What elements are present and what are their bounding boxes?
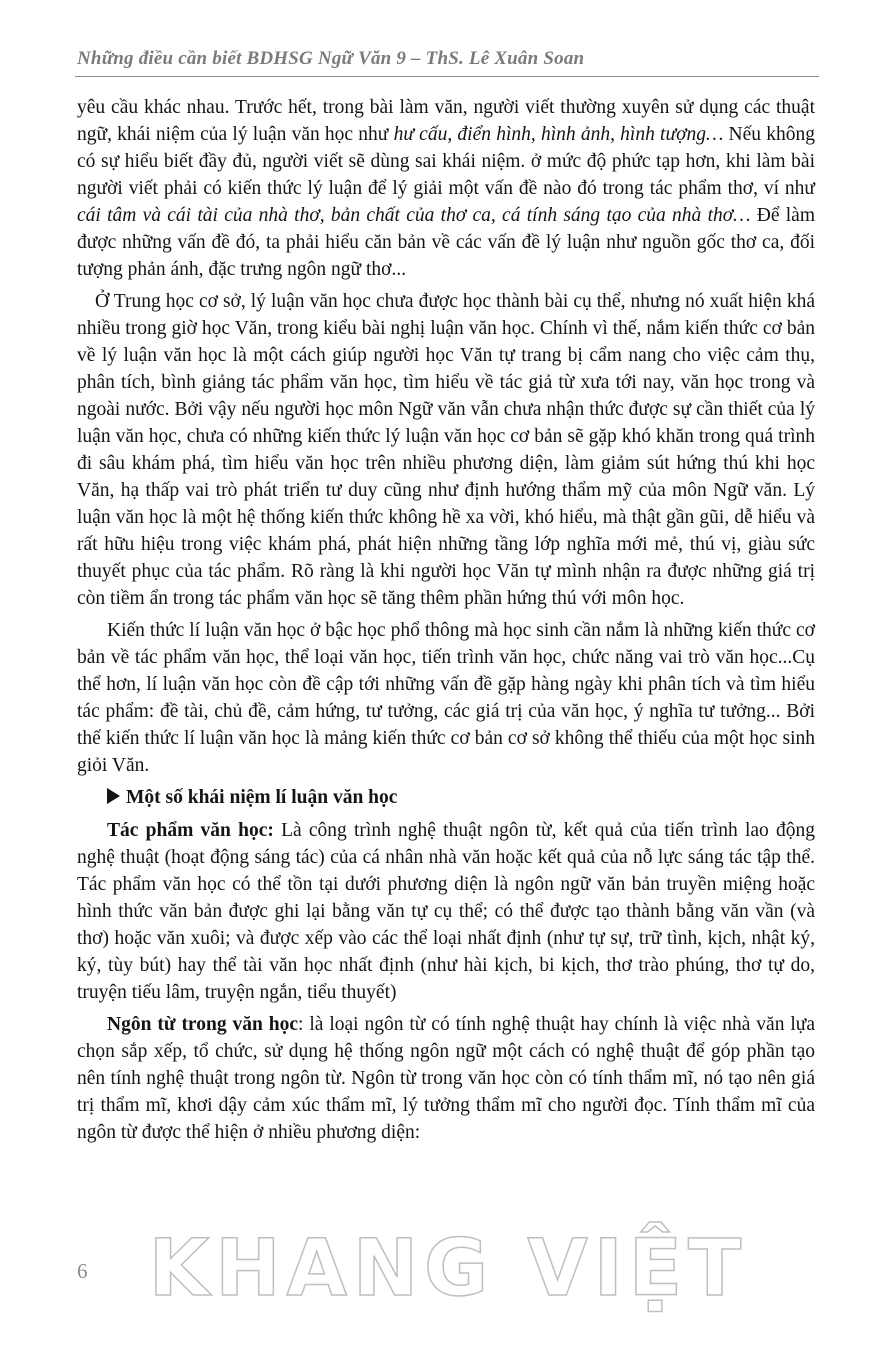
paragraph-1-text-b: Nếu không có sự hiểu biết đầy đủ, người viết sẽ dùng sai khái niệm. ở mức độ phức tạp hơn, khi làm bài người viết phải có kiến thức lý luận để lý giải một vấn đề nào đó trong tác phẩm thơ, ví như xyxy=(77,124,815,199)
paragraph-4-text: Là công trình nghệ thuật ngôn từ, kết quả của tiến trình lao động nghệ thuật (hoạt động sáng tác) của cá nhân nhà văn hoặc kết quả của nỗ lực sáng tác tập thể. Tác phẩm văn học có thể tồn tại dưới phương diện là ngôn ngữ văn bản truyền miệng hoặc hình thức văn bản được ghi lại bằng văn tự cụ thể; có thể được tạo thành bằng văn vần (và thơ) hoặc văn xuôi; và được xếp vào các thể loại nhất định (như tự sự, trữ tình, kịch, nhật ký, ký, tùy bút) hay thể tài văn học nhất định (như hài kịch, bi kịch, thơ trào phúng, thơ tự do, truyện tiếu lâm, truyện ngắn, tiểu thuyết) xyxy=(77,820,815,1003)
section-heading xyxy=(107,784,815,811)
term-literary-work: Tác phẩm văn học: xyxy=(107,820,274,841)
page-body xyxy=(77,94,815,1151)
paragraph-1-text-a: yêu cầu khác nhau. Trước hết, trong bài làm văn, người viết thường xuyên sử dụng các thuật ngữ, khái niệm của lý luận văn học như xyxy=(77,97,815,145)
header-divider xyxy=(75,76,819,77)
paragraph-2: Ở Trung học cơ sở, lý luận văn học chưa được học thành bài cụ thể, nhưng nó xuất hiện khá nhiều trong giờ học Văn, trong kiểu bài nghị luận văn học. Chính vì thế, nắm kiến thức cơ bản về lý luận văn học là một cách giúp người học Văn tự trang bị cẩm nang cho việc cảm thụ, phân tích, bình giảng tác phẩm văn học, tìm hiểu về tác giả từ xưa tới nay, văn học trong và ngoài nước. Bởi vậy nếu người học môn Ngữ văn vẫn chưa nhận thức được sự cần thiết của lý luận văn học, chưa có những kiến thức lý luận văn học cơ bản sẽ gặp khó khăn trong quá trình đi sâu khám phá, tìm hiểu văn học trên nhiều phương diện, làm giảm sút hứng thú khi học Văn, hạ thấp vai trò phát triển tư duy cũng như định hướng thẩm mỹ của môn Ngữ văn. Lý luận văn học là một hệ thống kiến thức không hề xa vời, khó hiểu, mà thật gần gũi, dễ hiểu và rất hữu hiệu trong việc khám phá, phát hiện những tầng lớp nghĩa mới mẻ, thú vị, giàu sức thuyết phục của tác phẩm. Rõ ràng là khi người học Văn tự mình nhận ra được những giá trị còn tiềm ẩn trong tác phẩm văn học sẽ tăng thêm phần hứng thú với môn học. xyxy=(77,291,815,609)
paragraph-3: Kiến thức lí luận văn học ở bậc học phổ thông mà học sinh cần nắm là những kiến thức cơ bản về tác phẩm văn học, thể loại văn học, tiến trình văn học, chức năng vai trò văn học...Cụ thể hơn, lí luận văn học còn đề cập tới những vấn đề gặp hàng ngày khi phân tích và tìm hiểu tác phẩm: đề tài, chủ đề, cảm hứng, tư tưởng, các giá trị của văn học, ý nghĩa tư tưởng... Bởi thế kiến thức lí luận văn học là mảng kiến thức cơ bản cơ sở không thể thiếu của một học sinh giỏi Văn. xyxy=(77,620,815,776)
paragraph-1 xyxy=(77,94,815,283)
paragraph-1-italic-b: cái tâm và cái tài của nhà thơ, bản chất của thơ ca, cá tính sáng tạo của nhà thơ… xyxy=(77,205,751,226)
paragraph-4 xyxy=(77,817,815,1006)
paragraph-1-italic-a: hư cấu, điển hình, hình ảnh, hình tượng… xyxy=(393,124,724,145)
paragraph-5-text: : là loại ngôn từ có tính nghệ thuật hay chính là việc nhà văn lựa chọn sắp xếp, tổ chức, sử dụng hệ thống ngôn ngữ một cách có nghệ thuật để góp phần tạo nên tính nghệ thuật trong ngôn từ. Ngôn từ trong văn học còn có tính thẩm mĩ, nó tạo nên giá trị thẩm mĩ, khơi dậy cảm xúc thẩm mĩ, lý tưởng thẩm mĩ cho người đọc. Tính thẩm mĩ của ngôn từ được thể hiện ở nhiều phương diện: xyxy=(77,1014,816,1143)
term-literary-language: Ngôn từ trong văn học xyxy=(107,1014,299,1035)
running-header: Những điều cần biết BDHSG Ngữ Văn 9 – ThS. Lê Xuân Soan xyxy=(77,48,585,69)
arrow-right-icon xyxy=(107,788,120,804)
paragraph-1-text-c: Để làm được những vấn đề đó, ta phải hiểu căn bản về các vấn đề lý luận như nguồn gốc thơ ca, đối tượng phản ánh, đặc trưng ngôn ngữ thơ... xyxy=(77,205,815,280)
publisher-watermark: KHANG VIỆT xyxy=(148,1224,748,1314)
paragraph-5 xyxy=(77,1011,815,1146)
page-number: 6 xyxy=(77,1259,88,1283)
section-heading-text: Một số khái niệm lí luận văn học xyxy=(126,787,398,808)
